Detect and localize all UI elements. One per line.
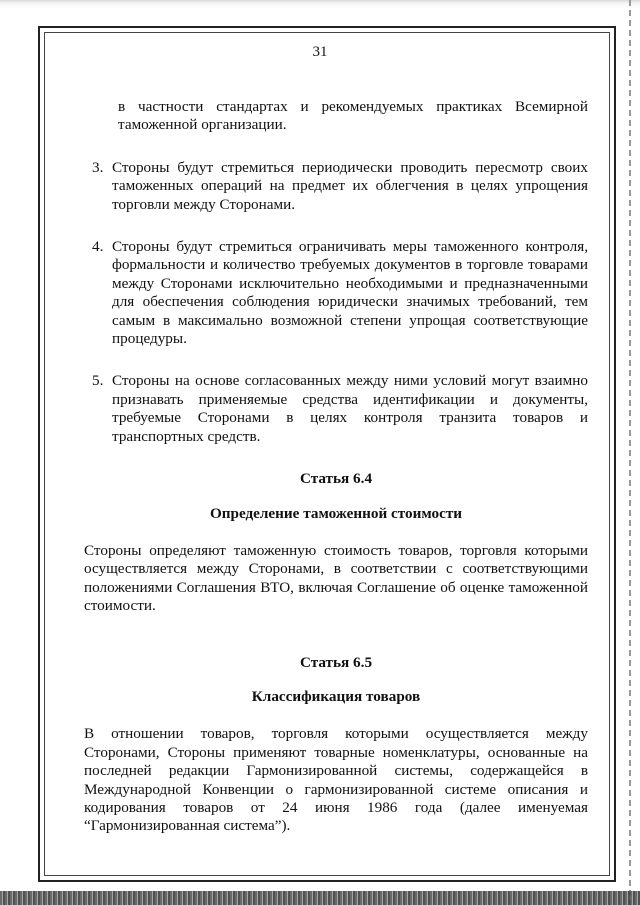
list-item-number: 3. (92, 158, 104, 176)
list-item-number: 5. (92, 372, 104, 390)
article-body: В отношении товаров, торговля которыми осуществляется между Сторонами, Стороны применяют товарные номенклатуры, основанные на последней редакции Гармонизированной системы, содержащейся в Международной Конвенции о гармонизированной системе описания и кодирования товаров от 24 июня 1986 года (далее именуемая “Гармонизированная система”). (84, 725, 588, 835)
list-item-number: 4. (92, 238, 104, 256)
document-body (84, 98, 588, 836)
list-item-text: Стороны будут стремиться периодически проводить пересмотр своих таможенных операций на предмет их облегчения в целях упрощения торговли между Сторонами. (112, 158, 588, 213)
article-subtitle: Классификация товаров (251, 687, 421, 705)
list-item (84, 159, 588, 214)
article-subtitle: Определение таможенной стоимости (209, 504, 463, 522)
article-title: Статья 6.4 (299, 470, 373, 488)
page-number: 31 (312, 44, 328, 60)
list-item (84, 238, 588, 348)
list-item-text: Стороны на основе согласованных между ними условий могут взаимно признавать применяемые средства идентификации и документы, требуемые Сторонами в целях контроля транзита товаров и транспортных средств. (112, 372, 588, 445)
list-item (84, 372, 588, 446)
continued-paragraph: в частности стандартах и рекомендуемых практиках Всемирной таможенной организации. (118, 98, 588, 134)
scan-right-edge (629, 0, 631, 905)
article-title: Статья 6.5 (299, 653, 373, 671)
list-item-text: Стороны будут стремиться ограничивать меры таможенного контроля, формальности и количество требуемых документов в торговле товарами между Сторонами исключительно необходимыми и предназначенными для обеспечения соблюдения юридически значимых требований, тем самым в максимально возможной степени упрощая соответствующие процедуры. (112, 238, 588, 348)
article-body: Стороны определяют таможенную стоимость товаров, торговля которыми осуществляется между Сторонами, в соответствии с соответствующими положениями Соглашения ВТО, включая Соглашение об оценке таможенной стоимости. (84, 541, 588, 615)
scan-bottom-edge (0, 891, 640, 905)
scan-top-shadow (0, 0, 640, 8)
